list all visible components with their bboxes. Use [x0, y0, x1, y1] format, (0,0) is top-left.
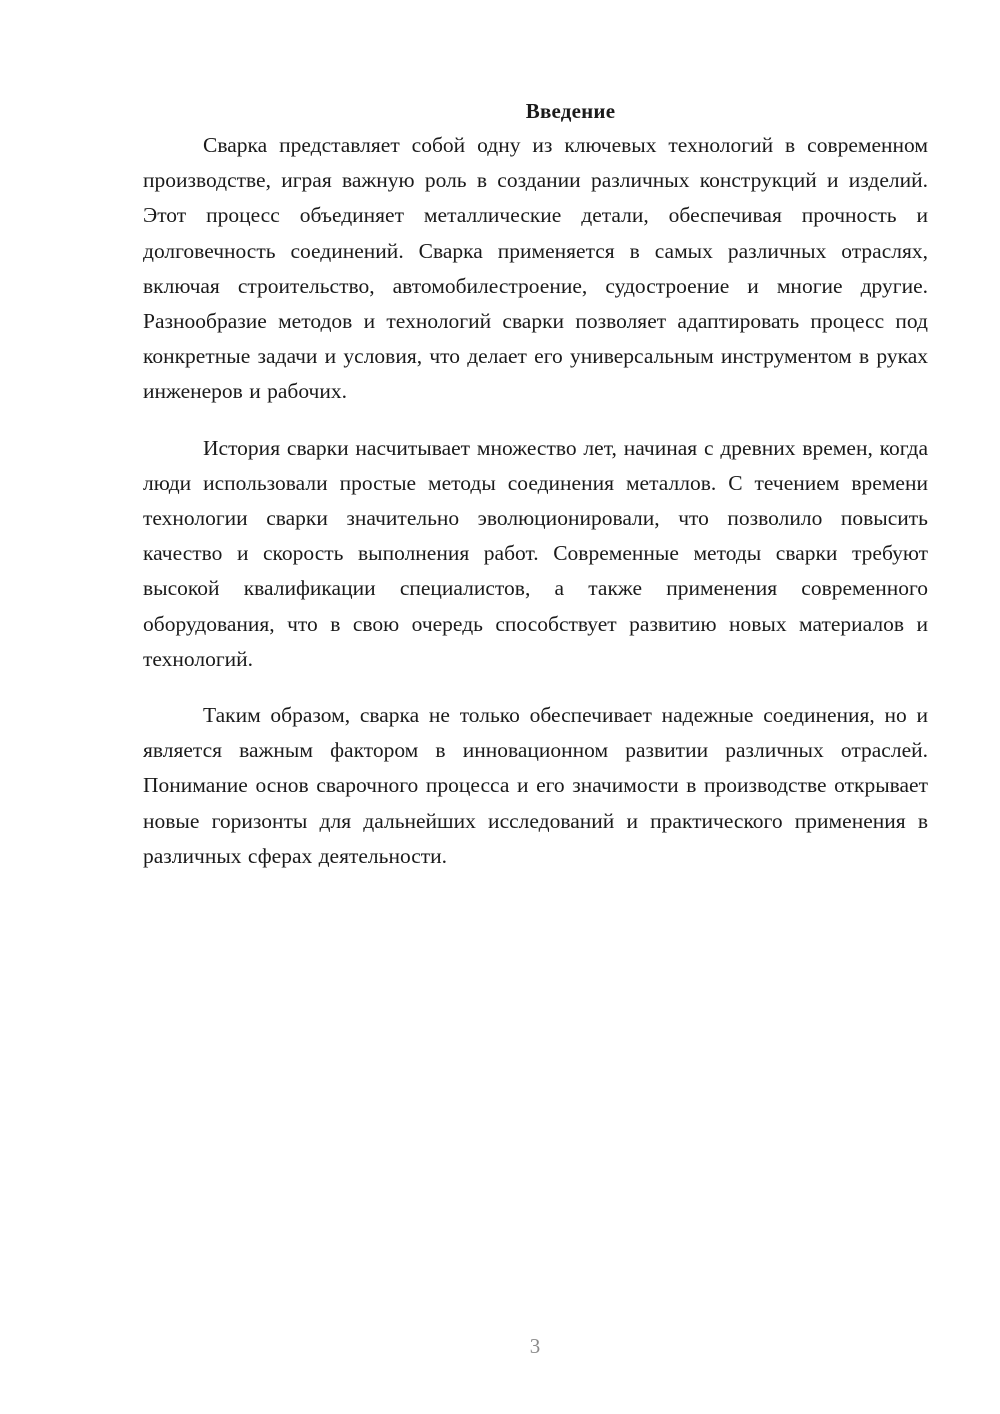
paragraph-conclusion: Таким образом, сварка не только обеспечивает надежные соединения, но и является важным фактором в инновационном развитии различных отраслей. Понимание основ сварочного процесса и его значимости в производстве открывает новые горизонты для дальнейших исследований и практического применения в различных сферах деятельности.: [143, 703, 928, 868]
paragraph-history: История сварки насчитывает множество лет, начиная с древних времен, когда люди использовали простые методы соединения металлов. С течением времени технологии сварки значительно эволюционировали, что позволило повысить качество и скорость выполнения работ. Современные методы сварки требуют высокой квалификации специалистов, а также применения современного оборудования, что в свою очередь способствует развитию новых материалов и технологий.: [143, 435, 928, 671]
paragraph-intro: Сварка представляет собой одну из ключевых технологий в современном производстве, играя важную роль в создании различных конструкций и изделий. Этот процесс объединяет металлические детали, обеспечивая прочность и долговечность соединений. Сварка применяется в самых различных отраслях, включая строительство, автомобилестроение, судостроение и многие другие. Разнообразие методов и технологий сварки позволяет адаптировать процесс под конкретные задачи и условия, что делает его универсальным инструментом в руках инженеров и рабочих.: [143, 133, 928, 404]
page-content: [143, 96, 928, 874]
section-title: Введение: [525, 99, 616, 123]
page-number: 3: [529, 1334, 541, 1358]
